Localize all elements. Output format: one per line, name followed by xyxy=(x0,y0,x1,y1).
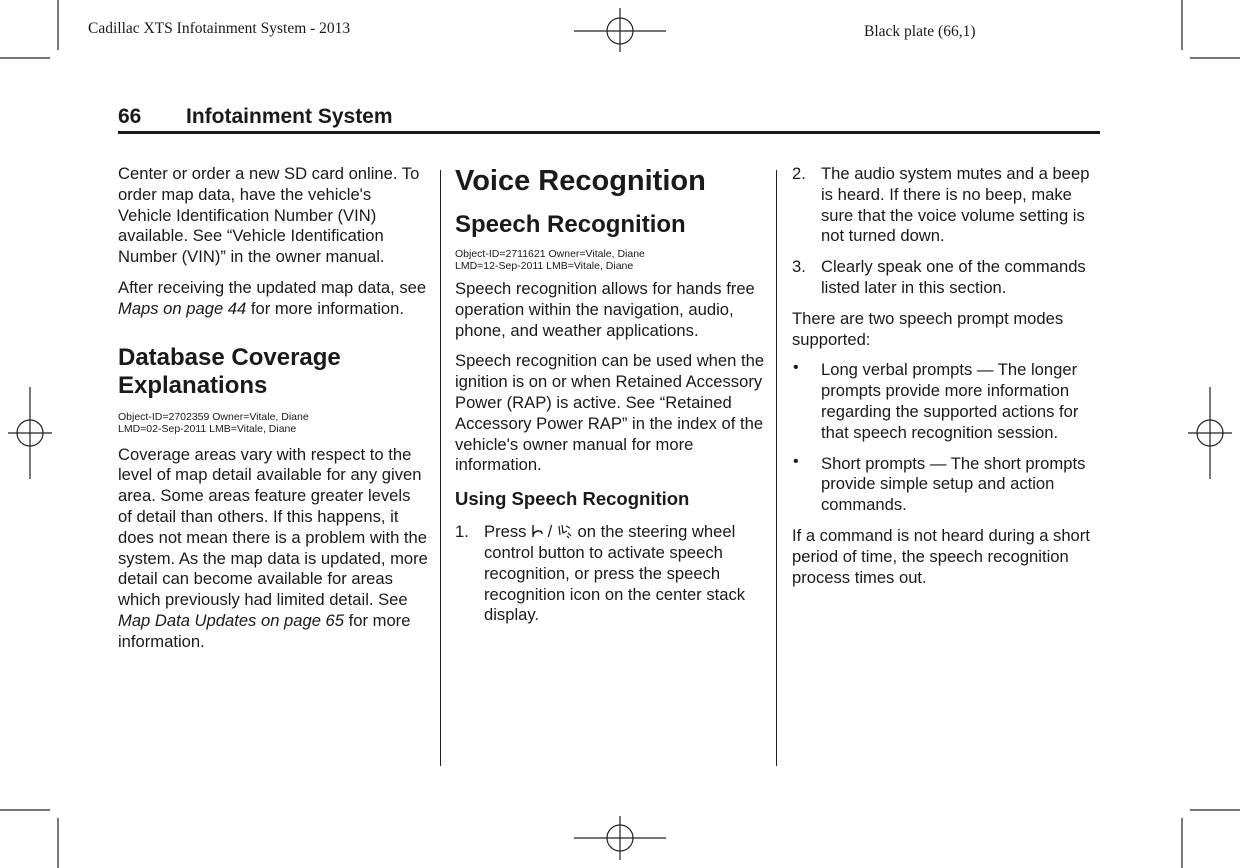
text: on the steering wheel control button to activate speech recognition, or press the speech recognition icon on the center stack display. xyxy=(484,522,746,625)
cross-reference-link[interactable]: Map Data Updates on page 65 xyxy=(118,610,345,630)
list-item xyxy=(792,257,1092,299)
subsection-heading: Using Speech Recognition xyxy=(455,488,690,510)
text: for more information. xyxy=(118,610,411,651)
paragraph: Speech recognition can be used when the ignition is on or when Retained Accessory Power (RAP) is active. See “Retained Accessory Power RAP” in the index of the vehicle's owner manual for more information. xyxy=(455,351,765,475)
bullet-text: Long verbal prompts — The longer prompts provide more information regarding the supported actions for that speech recognition session. xyxy=(821,360,1079,442)
object-meta: Object-ID=2702359 Owner=Vitale, Diane xyxy=(118,410,309,423)
object-meta: Object-ID=2711621 Owner=Vitale, Diane xyxy=(455,248,645,260)
bullet-item xyxy=(792,454,1092,516)
object-meta: LMD=02-Sep-2011 LMB=Vitale, Diane xyxy=(118,422,297,435)
bullet-icon: • xyxy=(793,452,799,470)
paragraph: Speech recognition allows for hands free operation within the navigation, audio, phone, and weather applications. xyxy=(455,279,755,340)
list-text: The audio system mutes and a beep is heard. If there is no beep, make sure that the voice volume setting is not turned down. xyxy=(821,164,1090,246)
voice-recognition-icon xyxy=(557,523,573,539)
object-meta: LMD=12-Sep-2011 LMB=Vitale, Diane xyxy=(455,260,634,272)
column-right xyxy=(792,164,1092,588)
text: for more information. xyxy=(246,298,404,318)
column-divider xyxy=(440,170,441,766)
text: After receiving the updated map data, see xyxy=(118,277,427,297)
paragraph: If a command is not heard during a short period of time, the speech recognition process times out. xyxy=(792,525,1090,587)
section-heading: Speech Recognition xyxy=(455,211,686,238)
column-left xyxy=(118,164,428,653)
registration-mark-right xyxy=(1188,387,1232,479)
list-number: 3. xyxy=(792,257,806,277)
plate-label: Black plate (66,1) xyxy=(864,23,976,40)
paragraph: Center or order a new SD card online. To order map data, have the vehicle's Vehicle Identification Number (VIN) available. See “Vehicle Identification Number (VIN)” in the owner manual. xyxy=(118,164,420,267)
section-title: Infotainment System xyxy=(186,105,393,128)
paragraph xyxy=(118,278,428,320)
book-title: Cadillac XTS Infotainment System - 2013 xyxy=(88,20,351,37)
list-text xyxy=(484,522,765,626)
column-divider xyxy=(776,170,777,766)
steering-voice-button-icon xyxy=(531,523,543,539)
section-heading: Database Coverage Explanations xyxy=(118,343,341,399)
registration-mark-left xyxy=(8,387,52,479)
chapter-title: Voice Recognition xyxy=(455,165,706,197)
column-middle xyxy=(455,164,765,626)
text: Coverage areas vary with respect to the level of map detail available for any given area. Some areas feature greater levels of detail than others. If this happens, it does not mean there is a problem with the system. As the map data is updated, more detail can become available for areas which previously had limited detail. See xyxy=(118,444,428,610)
list-number: 1. xyxy=(455,522,469,542)
paragraph: There are two speech prompt modes supported: xyxy=(792,308,1064,349)
page-number: 66 xyxy=(118,105,142,128)
paragraph xyxy=(118,445,428,653)
page-header xyxy=(118,104,1100,134)
bullet-text: Short prompts — The short prompts provide simple setup and action commands. xyxy=(821,453,1086,515)
registration-mark-top xyxy=(574,8,666,52)
text: / xyxy=(547,522,553,542)
text: Press xyxy=(484,522,527,542)
list-item xyxy=(792,164,1092,247)
list-text: Clearly speak one of the commands listed later in this section. xyxy=(821,257,1086,297)
cross-reference-link[interactable]: Maps on page 44 xyxy=(118,298,247,318)
bullet-icon: • xyxy=(793,359,799,377)
bullet-item xyxy=(792,360,1092,443)
registration-mark-bottom xyxy=(574,816,666,860)
list-number: 2. xyxy=(792,164,806,183)
list-item xyxy=(455,522,765,626)
